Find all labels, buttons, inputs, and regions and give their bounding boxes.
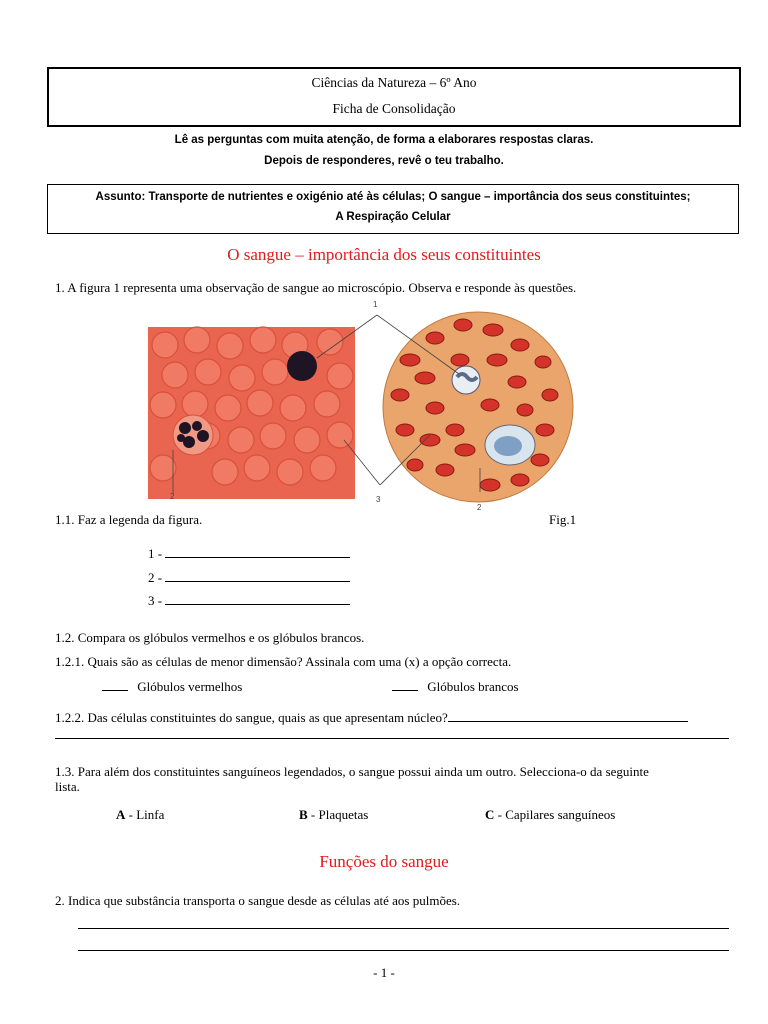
question-2: 2. Indica que substância transporta o sangue desde as células até aos pulmões. <box>55 893 461 908</box>
option-red-checkbox[interactable] <box>102 679 128 691</box>
choice-b[interactable] <box>299 807 368 823</box>
legend-answer-blank-3[interactable] <box>165 593 350 605</box>
option-red-label: Glóbulos vermelhos <box>137 679 243 694</box>
question-1-2: 1.2. Compara os glóbulos vermelhos e os glóbulos brancos. <box>55 630 365 645</box>
question-1-3-line-2: lista. <box>55 779 80 794</box>
answer-line-1-2-2[interactable] <box>55 738 729 739</box>
worksheet-title: Ficha de Consolidação <box>332 101 456 116</box>
option-white-checkbox[interactable] <box>392 679 418 691</box>
legend-number-3: 3 - <box>148 593 163 608</box>
legend-item-1 <box>148 546 350 562</box>
nucleus-answer-blank[interactable] <box>448 710 688 722</box>
section-title-functions: Funções do sangue <box>319 852 449 871</box>
instruction-line-2: Depois de responderes, revê o teu trabalho. <box>264 155 504 167</box>
choice-c-text: - Capilares sanguíneos <box>497 807 616 822</box>
choice-c-letter: C <box>485 807 495 822</box>
question-1-2-1: 1.2.1. Quais são as células de menor dimensão? Assinala com uma (x) a opção correcta. <box>55 654 512 669</box>
question-1-3-line-1: 1.3. Para além dos constituintes sanguíneos legendados, o sangue possui ainda um outro. Selecciona-o da seguinte <box>55 764 649 779</box>
figure-label-3: 3 <box>376 495 381 504</box>
blood-drawing-circle <box>383 312 573 502</box>
legend-item-2 <box>148 570 350 586</box>
figure-label-2-left: 2 <box>170 492 175 501</box>
subject-line-1: Assunto: Transporte de nutrientes e oxigénio até às células; O sangue – importância dos seus constituintes; <box>95 191 691 203</box>
choice-a-letter: A <box>116 807 126 822</box>
subject-box <box>47 184 739 234</box>
figure-caption: Fig.1 <box>549 512 577 527</box>
header-box <box>47 67 741 127</box>
page-number: - 1 - <box>373 965 395 980</box>
subject-line-2: A Respiração Celular <box>335 211 451 223</box>
legend-answer-blank-1[interactable] <box>165 546 350 558</box>
choice-a[interactable] <box>116 807 164 823</box>
question-1-2-2 <box>55 710 688 726</box>
instruction-line-1: Lê as perguntas com muita atenção, de forma a elaborares respostas claras. <box>174 134 594 146</box>
option-white-label: Glóbulos brancos <box>427 679 519 694</box>
option-red-cells <box>102 679 242 695</box>
course-title: Ciências da Natureza – 6º Ano <box>311 75 477 90</box>
question-1-1: 1.1. Faz a legenda da figura. <box>55 512 203 527</box>
figure-label-1: 1 <box>373 300 378 309</box>
choice-b-text: - Plaquetas <box>310 807 369 822</box>
blood-figure <box>145 300 595 520</box>
lymphocyte <box>287 351 317 381</box>
question-1-2-2-text: 1.2.2. Das células constituintes do sangue, quais as que apresentam núcleo? <box>55 710 448 725</box>
legend-item-3 <box>148 593 350 609</box>
legend-answer-blank-2[interactable] <box>165 570 350 582</box>
figure-label-2-right: 2 <box>477 503 482 512</box>
option-white-cells <box>392 679 519 695</box>
answer-line-2a[interactable] <box>78 928 729 929</box>
choice-a-text: - Linfa <box>128 807 165 822</box>
choice-c[interactable] <box>485 807 615 823</box>
legend-number-1: 1 - <box>148 546 163 561</box>
answer-line-2b[interactable] <box>78 950 729 951</box>
section-title-blood: O sangue – importância dos seus constituintes <box>227 245 541 264</box>
blood-microscope-illustration <box>145 300 595 520</box>
question-1: 1. A figura 1 representa uma observação de sangue ao microscópio. Observa e responde às questões. <box>55 280 577 295</box>
choice-b-letter: B <box>299 807 308 822</box>
legend-number-2: 2 - <box>148 570 163 585</box>
